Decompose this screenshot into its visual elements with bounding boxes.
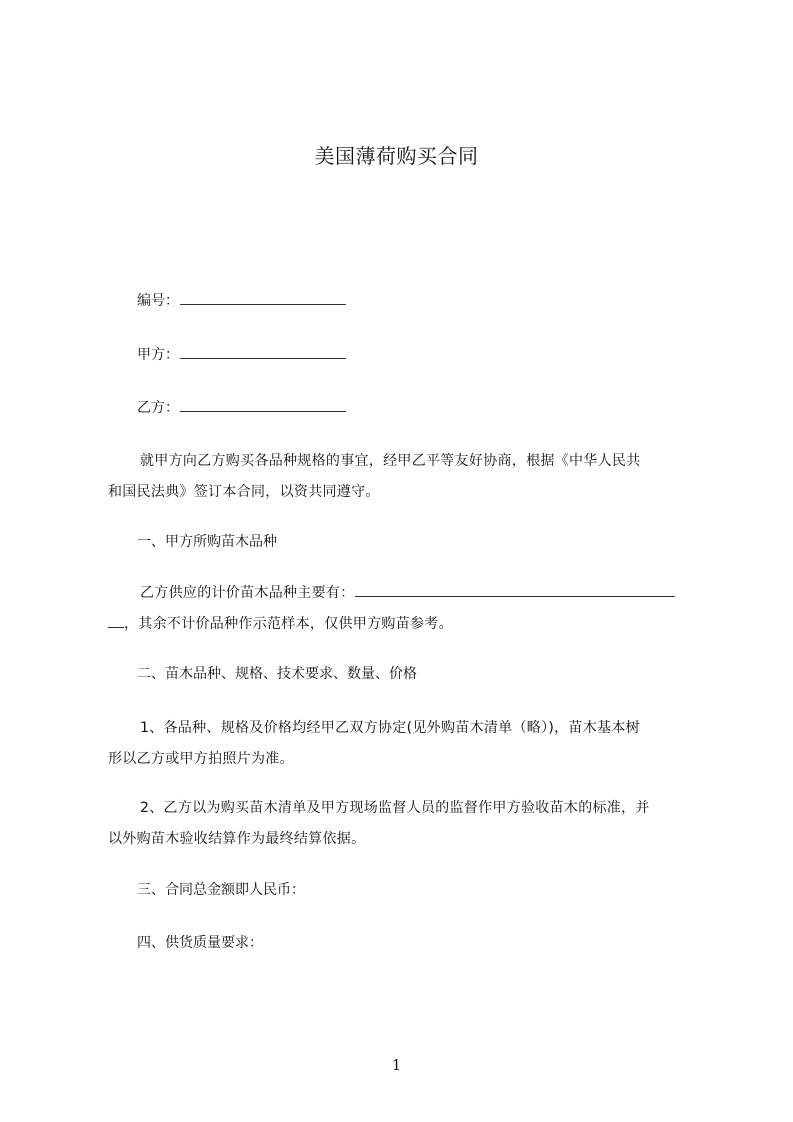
varieties-label: 乙方供应的计价苗木品种主要有： [140,585,355,601]
section-2-item-2-line-1: 2、乙方以为购买苗木清单及甲方现场监督人员的监督作甲方验收苗木的标准，并 [140,800,650,816]
section-4-heading: 四、供货质量要求： [137,935,263,951]
contract-number-blank [180,291,346,305]
section-1-paragraph [108,578,708,640]
party-b-blank [180,398,346,412]
section-3-heading: 三、合同总金额即人民币： [137,882,305,898]
contract-number-field [137,291,346,311]
section-2-item-1-line-1: 1、各品种、规格及价格均经甲乙双方协定(见外购苗木清单（略）)，苗木基本树 [140,720,640,736]
page-number: 1 [391,1056,402,1074]
section-2-item-1-line-2: 形以乙方或甲方拍照片为准。 [108,751,294,767]
party-b-label: 乙方： [137,400,179,416]
section-2-item-2-line-2: 以外购苗木验收结算作为最终结算依据。 [108,831,366,847]
section-2-item-2 [108,793,708,855]
party-b-field [137,398,346,418]
section-2-heading: 二、苗木品种、规格、技术要求、数量、价格 [137,666,417,682]
contract-number-label: 编号： [137,293,179,309]
section-1-line-2 [108,609,708,640]
varieties-blank-continued [108,614,124,628]
party-a-label: 甲方： [137,347,179,363]
party-a-field [137,345,346,365]
varieties-blank [355,583,675,597]
section-1-line-2-text: ，其余不计价品种作示范样本，仅供甲方购苗参考。 [124,616,453,632]
section-1-line-1 [108,578,708,609]
section-1-heading: 一、甲方所购苗木品种 [137,534,277,550]
intro-paragraph [108,446,708,508]
document-title: 美国薄荷购买合同 [314,144,479,168]
intro-line-1: 就甲方向乙方购买各品种规格的事宜，经甲乙平等友好协商，根据《中华人民共 [140,453,641,469]
section-2-item-1 [108,713,708,775]
party-a-blank [180,345,346,359]
intro-line-2: 和国民法典》签订本合同，以资共同遵守。 [108,484,380,500]
